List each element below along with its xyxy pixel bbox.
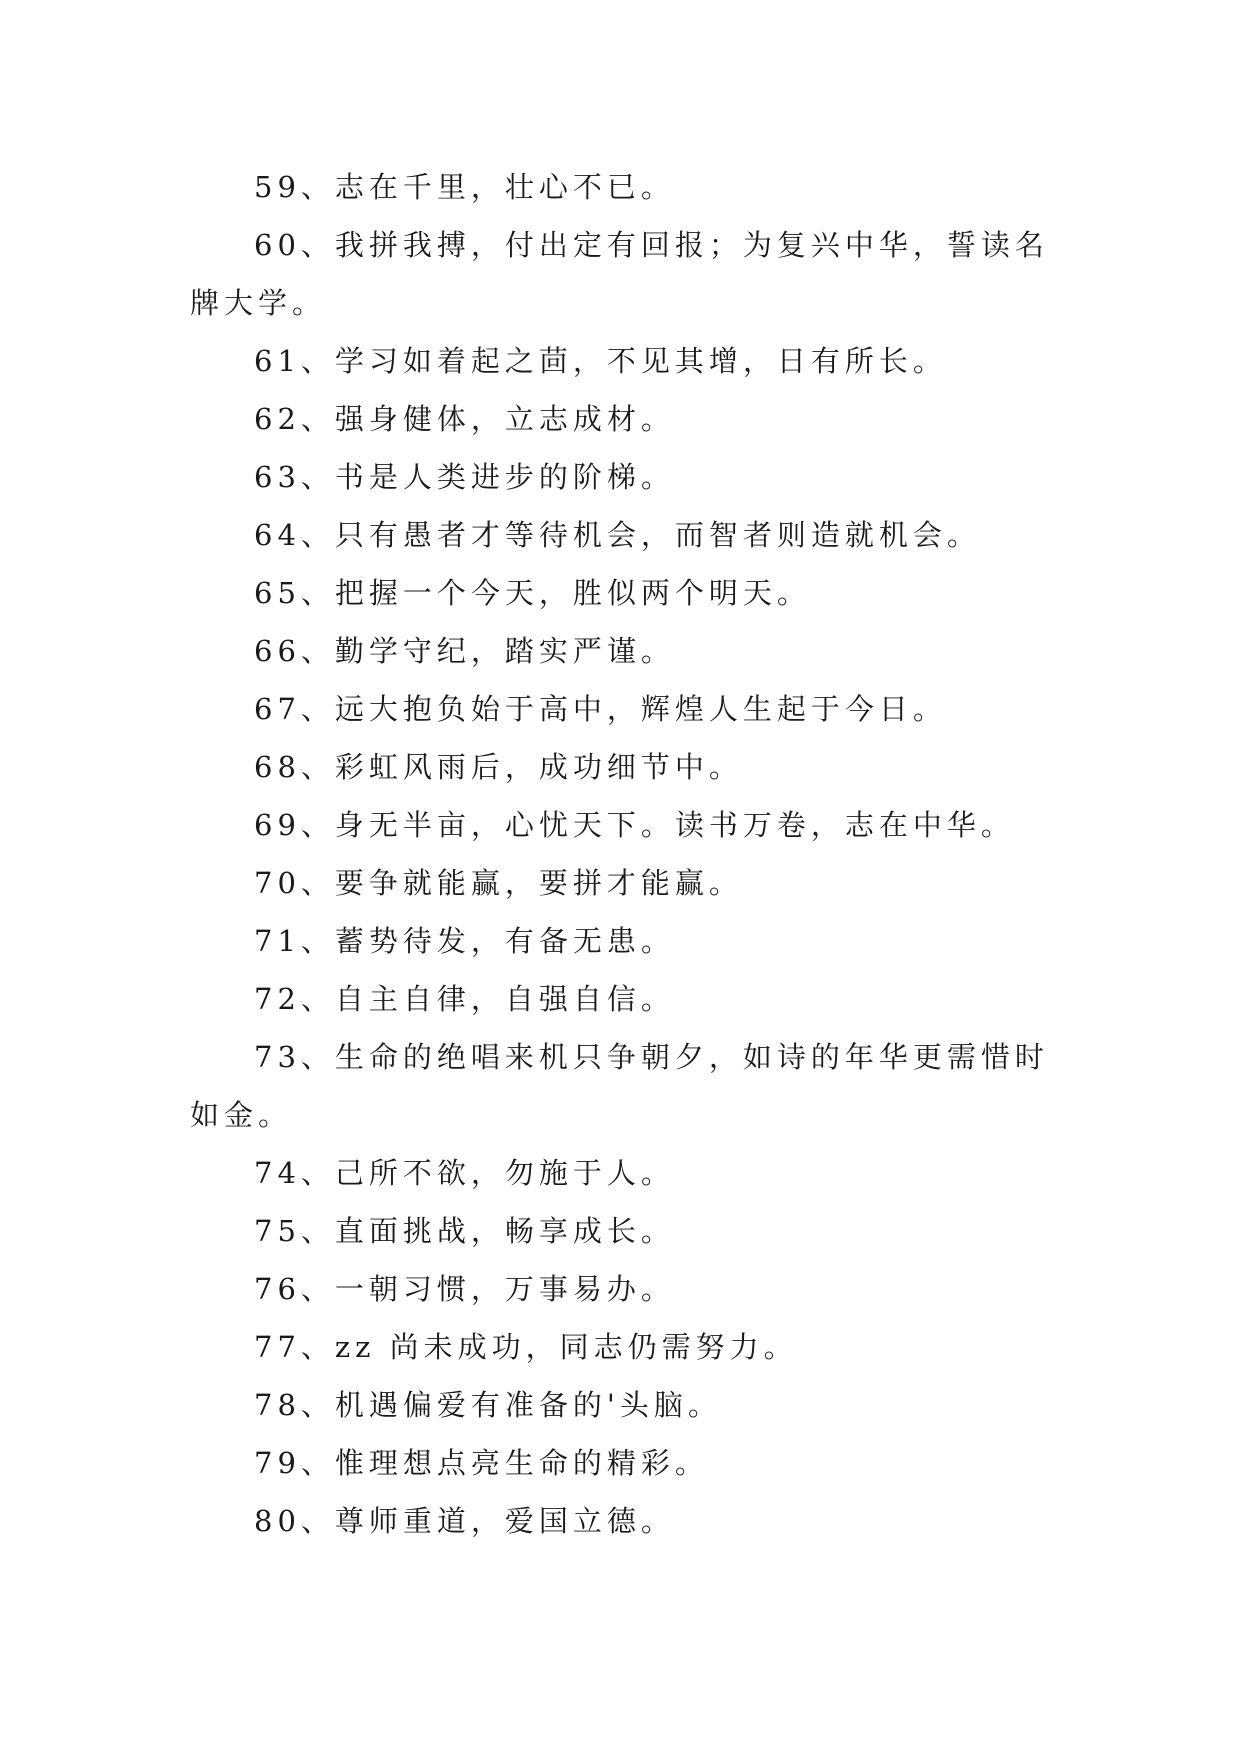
list-item: 77、zz 尚未成功，同志仍需努力。 [254, 1330, 798, 1364]
list-item: 80、尊师重道，爱国立德。 [254, 1504, 675, 1538]
list-item: 78、机遇偏爱有准备的'头脑。 [254, 1388, 722, 1422]
list-item: 73、生命的绝唱来机只争朝夕，如诗的年华更需惜时如金。 [190, 1040, 1049, 1132]
list-item: 74、己所不欲，勿施于人。 [254, 1156, 675, 1190]
list-item: 63、书是人类进步的阶梯。 [254, 460, 675, 494]
list-item: 75、直面挑战，畅享成长。 [254, 1214, 675, 1248]
list-item: 72、自主自律，自强自信。 [254, 982, 675, 1016]
list-item: 65、把握一个今天，胜似两个明天。 [254, 576, 811, 610]
list-item: 59、志在千里，壮心不已。 [254, 170, 675, 204]
list-item: 62、强身健体，立志成材。 [254, 402, 675, 436]
list-item: 66、勤学守纪，踏实严谨。 [254, 634, 675, 668]
list-item: 71、蓄势待发，有备无患。 [254, 924, 675, 958]
list-item: 60、我拼我搏，付出定有回报；为复兴中华，誓读名牌大学。 [190, 228, 1049, 320]
list-item: 64、只有愚者才等待机会，而智者则造就机会。 [254, 518, 981, 552]
list-item: 70、要争就能赢，要拼才能赢。 [254, 866, 743, 900]
list-item: 69、身无半亩，心忧天下。读书万卷，志在中华。 [254, 808, 1015, 842]
list-item: 68、彩虹风雨后，成功细节中。 [254, 750, 743, 784]
list-item: 61、学习如着起之茴，不见其增，日有所长。 [254, 344, 947, 378]
list-item: 67、远大抱负始于高中，辉煌人生起于今日。 [254, 692, 947, 726]
list-item: 79、惟理想点亮生命的精彩。 [254, 1446, 709, 1480]
quote-list [190, 158, 1050, 1550]
list-item: 76、一朝习惯，万事易办。 [254, 1272, 675, 1306]
